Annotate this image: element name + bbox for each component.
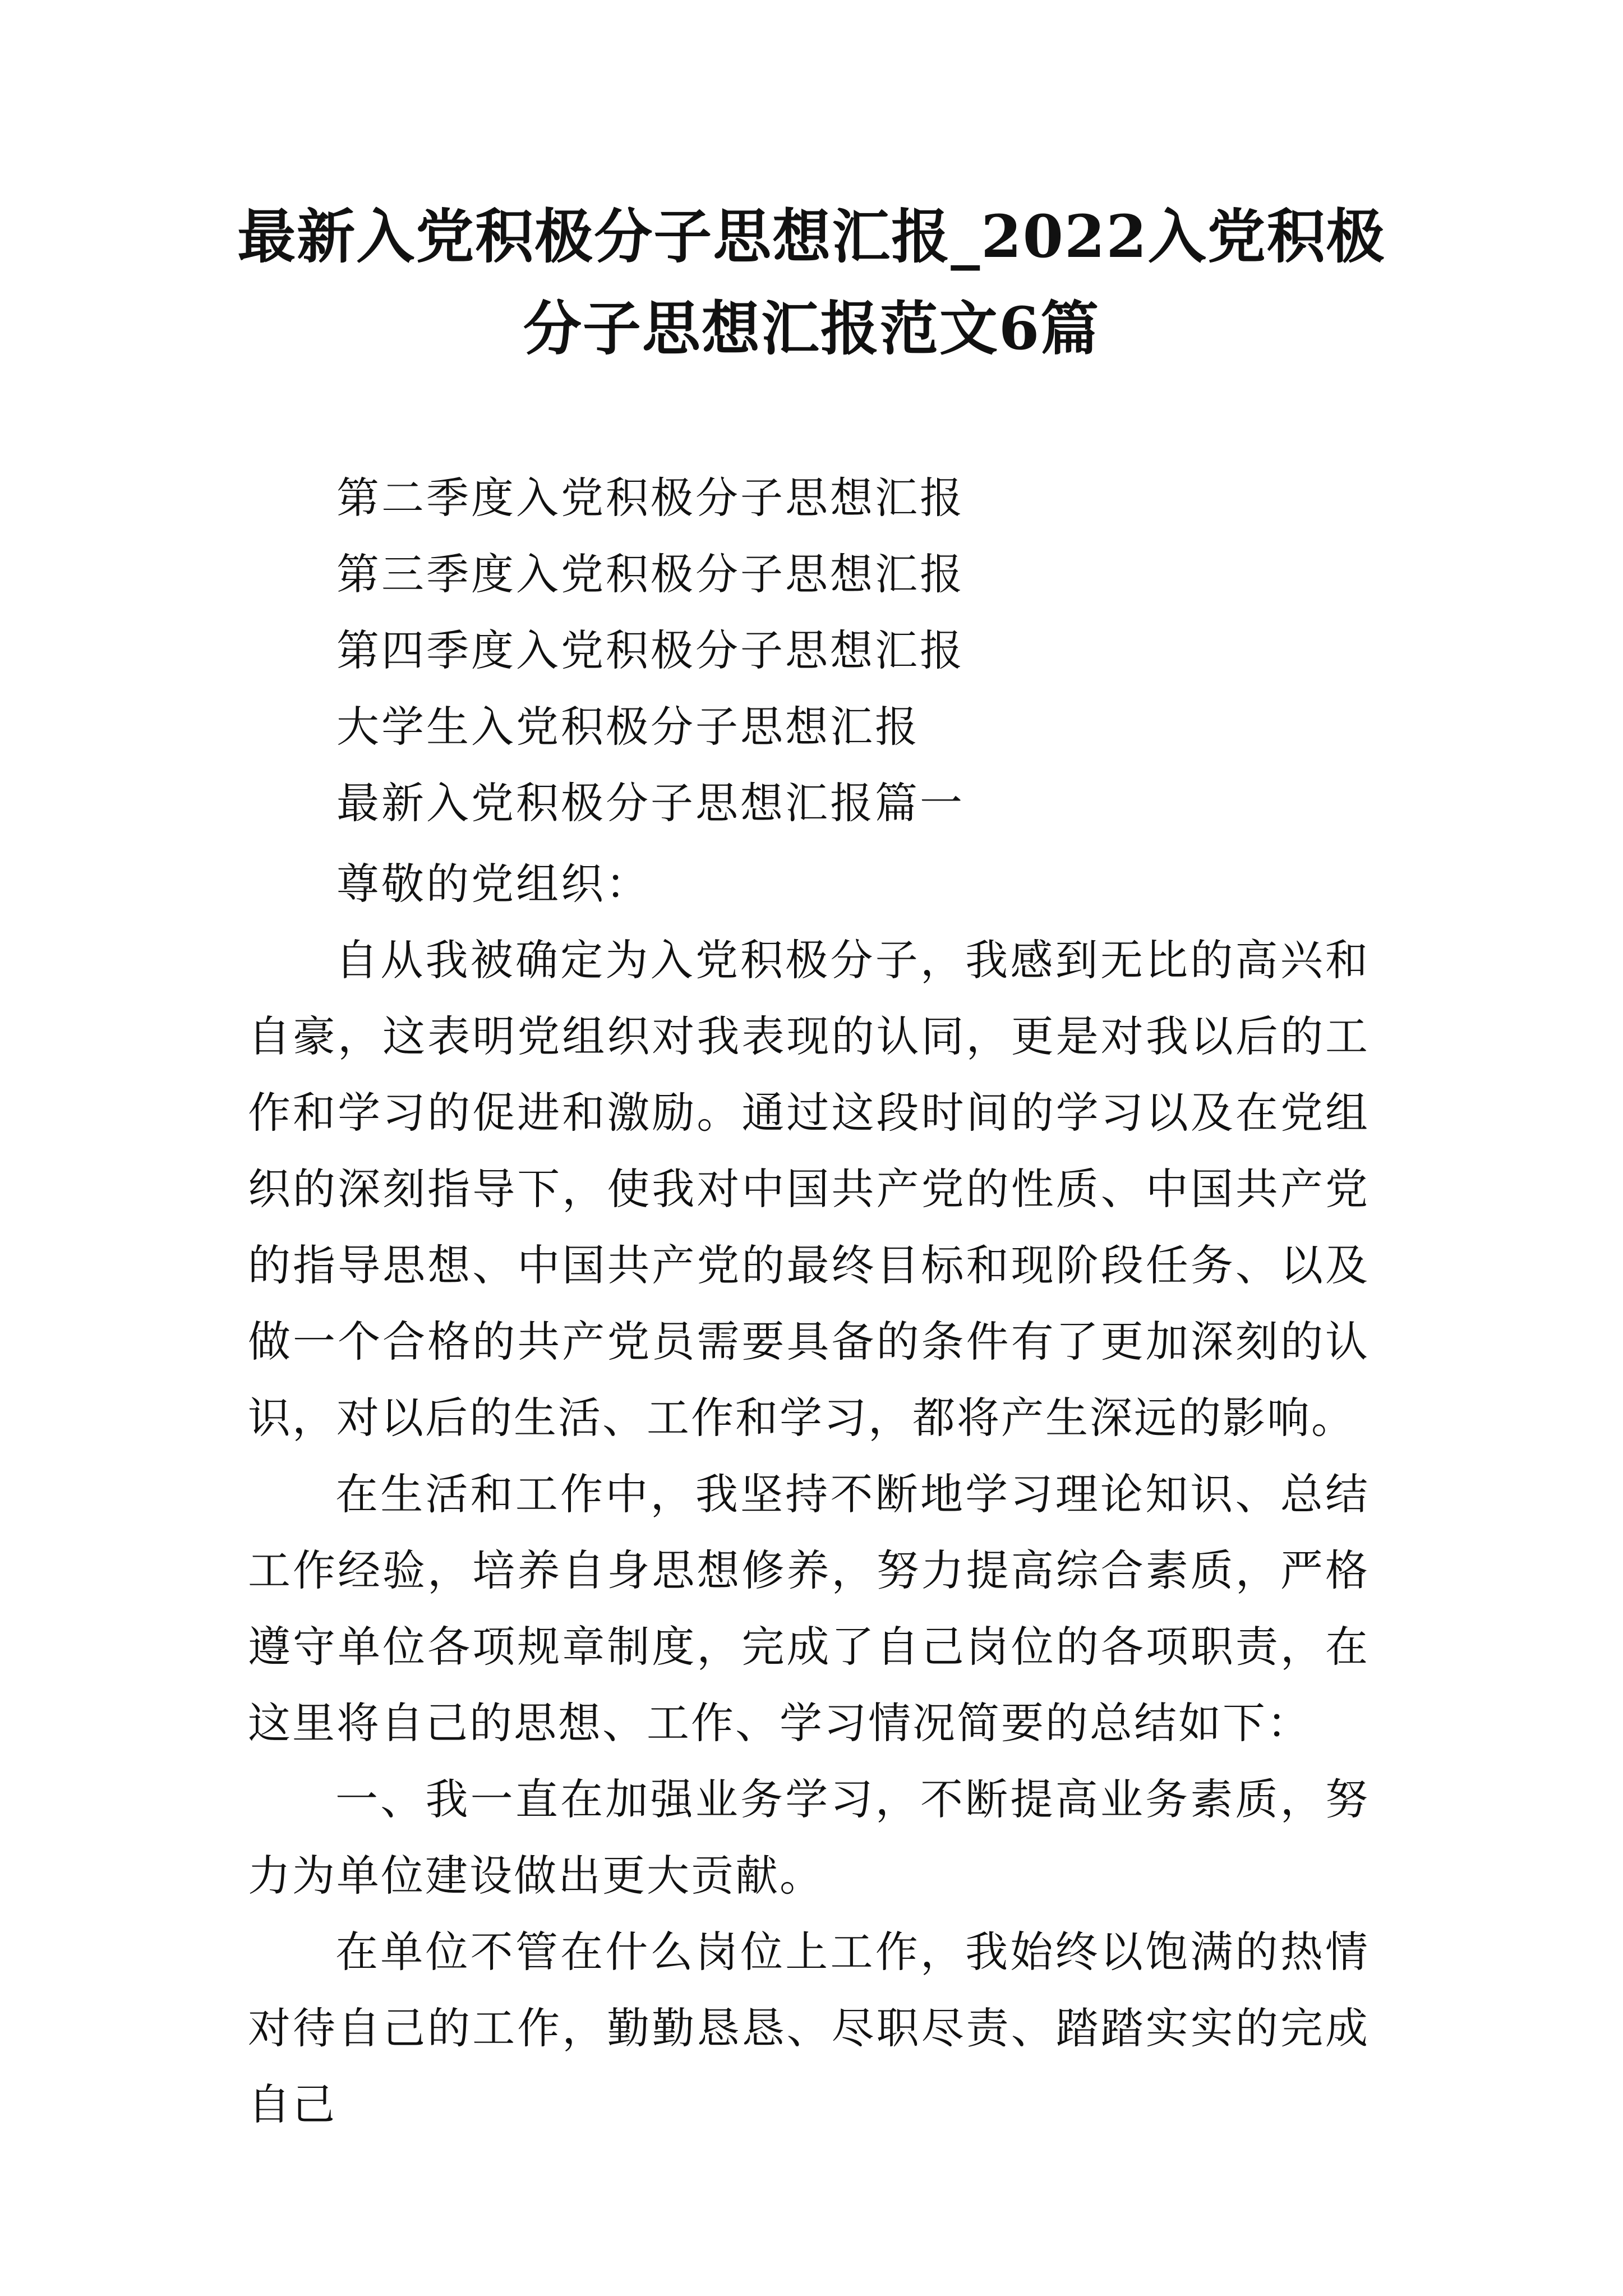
title-line-2: 分子思想汇报范文6篇 <box>523 294 1100 363</box>
paragraph: 自从我被确定为入党积极分子，我感到无比的高兴和自豪，这表明党组织对我表现的认同，更是对我以后的工作和学习的促进和激励。通过这段时间的学习以及在党组织的深刻指导下，使我对中国共产党的性质、中国共产党的指导思想、中国共产党的最终目标和现阶段任务、以及做一个合格的共产党员需要具备的条件有了更加深刻的认识，对以后的生活、工作和学习，都将产生深远的影响。 <box>248 935 1370 1443</box>
document-title <box>224 191 1399 375</box>
paragraph: 一、我一直在加强业务学习，不断提高业务素质，努力为单位建设做出更大贡献。 <box>248 1774 1370 1901</box>
toc-item: 第四季度入党积极分子思想汇报 <box>336 625 965 675</box>
salutation: 尊敬的党组织： <box>336 859 651 909</box>
body-text <box>248 922 1370 2143</box>
title-line-1: 最新入党积极分子思想汇报_2022入党积极 <box>237 202 1386 271</box>
toc-item: 第二季度入党积极分子思想汇报 <box>336 473 965 523</box>
paragraph: 在单位不管在什么岗位上工作，我始终以饱满的热情对待自己的工作，勤勤恳恳、尽职尽责、踏踏实实的完成自己 <box>248 1927 1370 2129</box>
toc-item: 最新入党积极分子思想汇报篇一 <box>336 778 965 828</box>
toc-item: 大学生入党积极分子思想汇报 <box>336 702 920 752</box>
toc-item: 第三季度入党积极分子思想汇报 <box>336 549 965 599</box>
table-of-contents <box>336 460 1402 841</box>
paragraph: 在生活和工作中，我坚持不断地学习理论知识、总结工作经验，培养自身思想修养，努力提高综合素质，严格遵守单位各项规章制度，完成了自己岗位的各项职责，在这里将自己的思想、工作、学习情况简要的总结如下： <box>248 1469 1370 1748</box>
